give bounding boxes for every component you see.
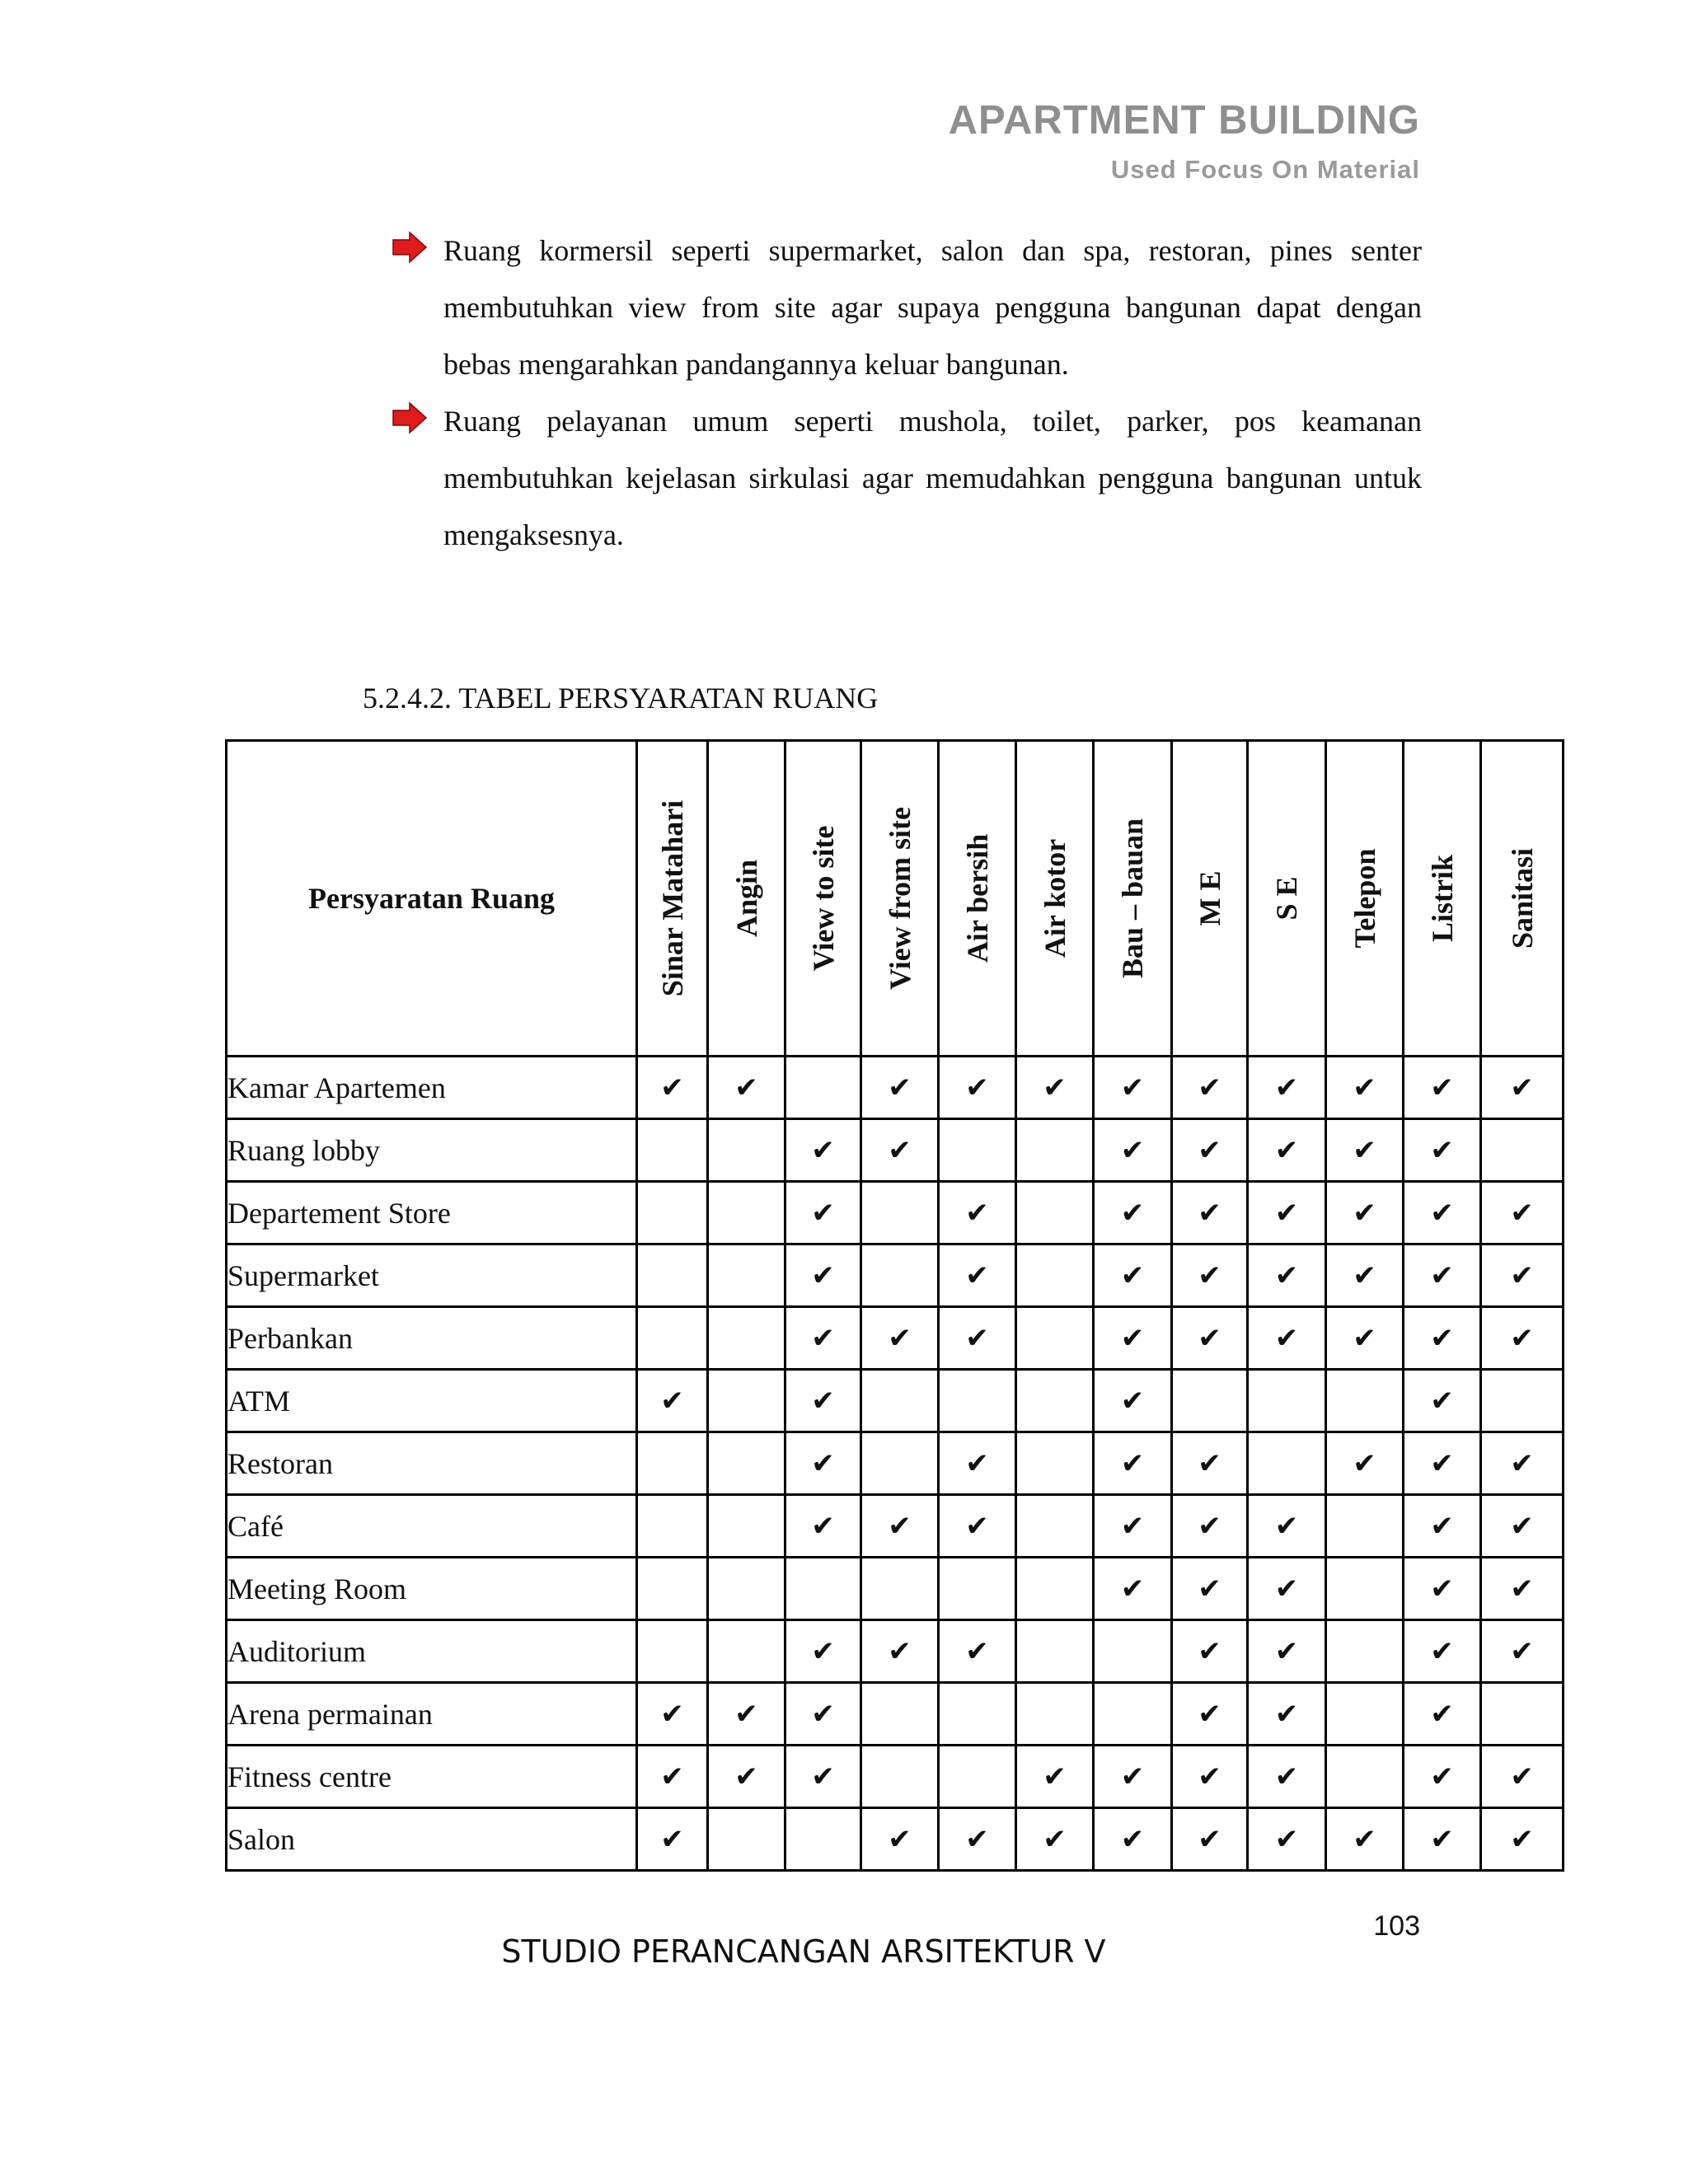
empty-cell [1326,1370,1404,1432]
check-mark-icon: ✔ [1404,1558,1481,1620]
check-mark-icon: ✔ [785,1307,861,1370]
empty-cell [1326,1495,1404,1558]
column-header: S E [1248,741,1326,1057]
check-mark-icon: ✔ [1172,1620,1248,1683]
check-mark-icon: ✔ [708,1746,785,1808]
check-mark-icon: ✔ [1481,1057,1564,1119]
row-label: Café [227,1495,637,1558]
empty-cell [861,1746,939,1808]
check-mark-icon: ✔ [785,1119,861,1182]
table-row [227,1808,1564,1871]
empty-cell [1016,1182,1094,1244]
footer-title: STUDIO PERANCANGAN ARSITEKTUR V [501,1933,1106,1970]
empty-cell [708,1370,785,1432]
check-mark-icon: ✔ [1248,1746,1326,1808]
table-row [227,1558,1564,1620]
check-mark-icon: ✔ [1404,1432,1481,1495]
requirements-table [225,739,1564,1872]
table-body [227,1057,1564,1871]
column-header: Telepon [1326,741,1404,1057]
empty-cell [708,1558,785,1620]
check-mark-icon: ✔ [1404,1244,1481,1307]
check-mark-icon: ✔ [1248,1307,1326,1370]
row-label: Fitness centre [227,1746,637,1808]
table-row [227,1244,1564,1307]
column-header: View from site [861,741,939,1057]
check-mark-icon: ✔ [1094,1119,1172,1182]
check-mark-icon: ✔ [1248,1808,1326,1871]
empty-cell [939,1683,1016,1746]
bullet-text: Ruang pelayanan umum seperti mushola, toilet, parker, pos keamanan membutuhkan kejelasan sirkulasi agar memudahkan pengguna bangunan untuk mengaksesnya. [443,405,1422,551]
row-label: Kamar Apartemen [227,1057,637,1119]
table-row [227,1683,1564,1746]
check-mark-icon: ✔ [1404,1182,1481,1244]
table-row [227,1370,1564,1432]
empty-cell [939,1370,1016,1432]
column-header: Air kotor [1016,741,1094,1057]
check-mark-icon: ✔ [637,1683,708,1746]
empty-cell [1326,1746,1404,1808]
empty-cell [1016,1307,1094,1370]
column-header: Listrik [1404,741,1481,1057]
check-mark-icon: ✔ [1172,1495,1248,1558]
red-arrow-icon [392,231,428,264]
empty-cell [1481,1370,1564,1432]
row-label: ATM [227,1370,637,1432]
header-subtitle: Used Focus On Material [1110,155,1420,184]
page-number: 103 [1373,1910,1420,1942]
empty-cell [1326,1683,1404,1746]
table-row [227,1432,1564,1495]
check-mark-icon: ✔ [708,1057,785,1119]
row-label: Perbankan [227,1307,637,1370]
check-mark-icon: ✔ [785,1683,861,1746]
check-mark-icon: ✔ [939,1620,1016,1683]
check-mark-icon: ✔ [861,1119,939,1182]
check-mark-icon: ✔ [1248,1119,1326,1182]
empty-cell [637,1432,708,1495]
check-mark-icon: ✔ [1326,1244,1404,1307]
empty-cell [785,1808,861,1871]
empty-cell [861,1432,939,1495]
check-mark-icon: ✔ [1404,1495,1481,1558]
section-title: 5.2.4.2. TABEL PERSYARATAN RUANG [363,682,879,715]
check-mark-icon: ✔ [939,1432,1016,1495]
column-header: Angin [708,741,785,1057]
check-mark-icon: ✔ [1481,1808,1564,1871]
check-mark-icon: ✔ [1094,1432,1172,1495]
check-mark-icon: ✔ [1172,1808,1248,1871]
check-mark-icon: ✔ [1094,1307,1172,1370]
empty-cell [1248,1432,1326,1495]
check-mark-icon: ✔ [1172,1746,1248,1808]
check-mark-icon: ✔ [1016,1746,1094,1808]
check-mark-icon: ✔ [861,1495,939,1558]
check-mark-icon: ✔ [1094,1558,1172,1620]
bullet-item [392,393,1422,564]
empty-cell [1016,1244,1094,1307]
red-arrow-icon [392,401,428,434]
empty-cell [708,1307,785,1370]
empty-cell [1016,1432,1094,1495]
empty-cell [637,1558,708,1620]
check-mark-icon: ✔ [1248,1057,1326,1119]
check-mark-icon: ✔ [1094,1182,1172,1244]
check-mark-icon: ✔ [785,1495,861,1558]
empty-cell [861,1182,939,1244]
empty-cell [708,1495,785,1558]
empty-cell [785,1558,861,1620]
table-header-first: Persyaratan Ruang [227,741,637,1057]
check-mark-icon: ✔ [1094,1057,1172,1119]
empty-cell [637,1244,708,1307]
empty-cell [1248,1370,1326,1432]
check-mark-icon: ✔ [1172,1057,1248,1119]
check-mark-icon: ✔ [1172,1182,1248,1244]
empty-cell [708,1244,785,1307]
check-mark-icon: ✔ [1094,1244,1172,1307]
check-mark-icon: ✔ [1481,1182,1564,1244]
check-mark-icon: ✔ [1016,1057,1094,1119]
check-mark-icon: ✔ [1404,1307,1481,1370]
empty-cell [861,1370,939,1432]
check-mark-icon: ✔ [1172,1558,1248,1620]
check-mark-icon: ✔ [1172,1307,1248,1370]
row-label: Meeting Room [227,1558,637,1620]
empty-cell [1016,1558,1094,1620]
empty-cell [939,1119,1016,1182]
check-mark-icon: ✔ [1481,1432,1564,1495]
empty-cell [1016,1119,1094,1182]
empty-cell [1326,1620,1404,1683]
empty-cell [1016,1370,1094,1432]
check-mark-icon: ✔ [708,1683,785,1746]
check-mark-icon: ✔ [1404,1808,1481,1871]
check-mark-icon: ✔ [1248,1558,1326,1620]
check-mark-icon: ✔ [1248,1495,1326,1558]
empty-cell [861,1683,939,1746]
check-mark-icon: ✔ [637,1746,708,1808]
empty-cell [637,1307,708,1370]
column-header: Air bersih [939,741,1016,1057]
bullet-text: Ruang kormersil seperti supermarket, salon dan spa, restoran, pines senter membutuhkan view from site agar supaya pengguna bangunan dapat dengan bebas mengarahkan pandangannya keluar bangunan. [443,234,1422,381]
check-mark-icon: ✔ [1172,1432,1248,1495]
empty-cell [1481,1119,1564,1182]
table-row [227,1620,1564,1683]
check-mark-icon: ✔ [785,1244,861,1307]
check-mark-icon: ✔ [1404,1746,1481,1808]
check-mark-icon: ✔ [1248,1182,1326,1244]
check-mark-icon: ✔ [1404,1370,1481,1432]
check-mark-icon: ✔ [1172,1244,1248,1307]
check-mark-icon: ✔ [939,1307,1016,1370]
check-mark-icon: ✔ [1481,1244,1564,1307]
check-mark-icon: ✔ [1404,1119,1481,1182]
empty-cell [637,1620,708,1683]
check-mark-icon: ✔ [861,1808,939,1871]
row-label: Ruang lobby [227,1119,637,1182]
check-mark-icon: ✔ [1481,1307,1564,1370]
check-mark-icon: ✔ [939,1182,1016,1244]
check-mark-icon: ✔ [1248,1683,1326,1746]
check-mark-icon: ✔ [1094,1808,1172,1871]
check-mark-icon: ✔ [1326,1119,1404,1182]
row-label: Departement Store [227,1182,637,1244]
table-header-row [227,741,1564,1057]
empty-cell [1094,1683,1172,1746]
empty-cell [1481,1683,1564,1746]
row-label: Auditorium [227,1620,637,1683]
check-mark-icon: ✔ [1094,1495,1172,1558]
check-mark-icon: ✔ [785,1182,861,1244]
check-mark-icon: ✔ [785,1432,861,1495]
table-row [227,1746,1564,1808]
check-mark-icon: ✔ [1481,1558,1564,1620]
check-mark-icon: ✔ [1326,1307,1404,1370]
check-mark-icon: ✔ [1481,1746,1564,1808]
check-mark-icon: ✔ [1172,1119,1248,1182]
check-mark-icon: ✔ [1404,1620,1481,1683]
check-mark-icon: ✔ [1326,1182,1404,1244]
bullet-list [392,223,1422,564]
table-row [227,1307,1564,1370]
check-mark-icon: ✔ [785,1370,861,1432]
check-mark-icon: ✔ [1326,1808,1404,1871]
check-mark-icon: ✔ [785,1746,861,1808]
check-mark-icon: ✔ [637,1057,708,1119]
column-header: Bau – bauan [1094,741,1172,1057]
check-mark-icon: ✔ [1172,1683,1248,1746]
check-mark-icon: ✔ [939,1808,1016,1871]
check-mark-icon: ✔ [785,1620,861,1683]
table-row [227,1057,1564,1119]
empty-cell [1172,1370,1248,1432]
empty-cell [708,1620,785,1683]
column-header: View to site [785,741,861,1057]
column-header: Sinar Matahari [637,741,708,1057]
empty-cell [637,1495,708,1558]
empty-cell [1326,1558,1404,1620]
empty-cell [861,1244,939,1307]
row-label: Restoran [227,1432,637,1495]
empty-cell [637,1182,708,1244]
check-mark-icon: ✔ [939,1495,1016,1558]
empty-cell [1016,1620,1094,1683]
check-mark-icon: ✔ [1326,1432,1404,1495]
check-mark-icon: ✔ [1404,1057,1481,1119]
check-mark-icon: ✔ [1326,1057,1404,1119]
check-mark-icon: ✔ [1094,1370,1172,1432]
empty-cell [708,1808,785,1871]
table-row [227,1495,1564,1558]
check-mark-icon: ✔ [939,1057,1016,1119]
empty-cell [1016,1683,1094,1746]
empty-cell [1094,1620,1172,1683]
header-title: APARTMENT BUILDING [948,98,1420,143]
empty-cell [637,1119,708,1182]
check-mark-icon: ✔ [1481,1620,1564,1683]
check-mark-icon: ✔ [1404,1683,1481,1746]
check-mark-icon: ✔ [637,1370,708,1432]
check-mark-icon: ✔ [1248,1620,1326,1683]
table-row [227,1119,1564,1182]
check-mark-icon: ✔ [1481,1495,1564,1558]
empty-cell [861,1558,939,1620]
empty-cell [708,1119,785,1182]
empty-cell [939,1558,1016,1620]
check-mark-icon: ✔ [939,1244,1016,1307]
row-label: Supermarket [227,1244,637,1307]
column-header: M E [1172,741,1248,1057]
empty-cell [1016,1495,1094,1558]
check-mark-icon: ✔ [637,1808,708,1871]
table-row [227,1182,1564,1244]
check-mark-icon: ✔ [861,1620,939,1683]
row-label: Arena permainan [227,1683,637,1746]
bullet-item [392,223,1422,393]
empty-cell [939,1746,1016,1808]
check-mark-icon: ✔ [861,1307,939,1370]
column-header: Sanitasi [1481,741,1564,1057]
empty-cell [708,1182,785,1244]
row-label: Salon [227,1808,637,1871]
check-mark-icon: ✔ [861,1057,939,1119]
check-mark-icon: ✔ [1094,1746,1172,1808]
check-mark-icon: ✔ [1016,1808,1094,1871]
check-mark-icon: ✔ [1248,1244,1326,1307]
empty-cell [785,1057,861,1119]
empty-cell [708,1432,785,1495]
